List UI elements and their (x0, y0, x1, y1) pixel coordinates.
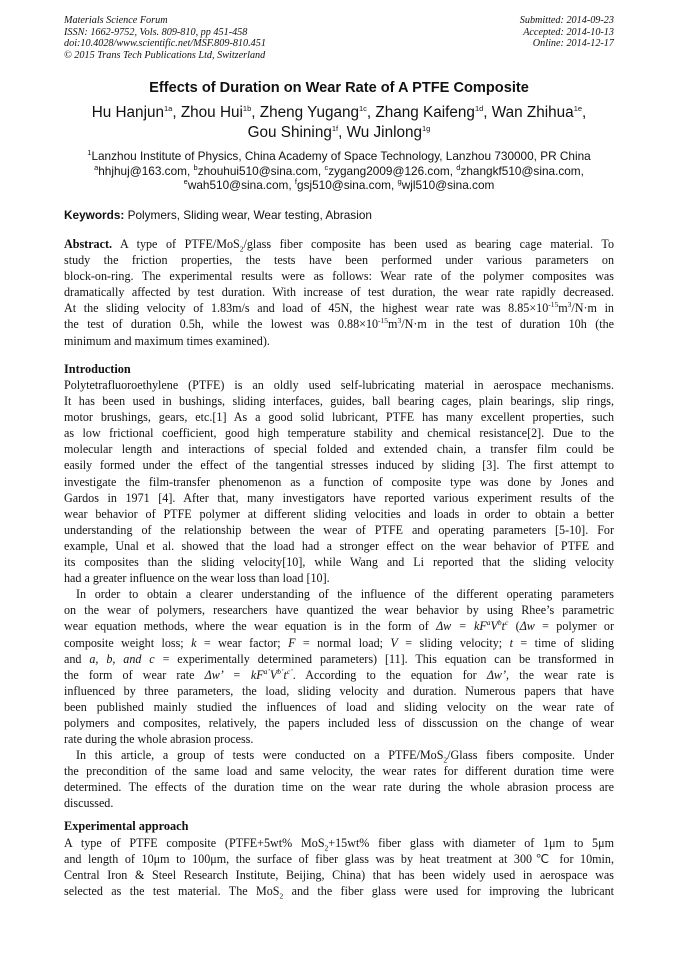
intro-line (64, 651, 614, 667)
intro-text: = normal load; (295, 635, 391, 650)
superscript: c (505, 618, 509, 628)
introduction-heading: Introduction (64, 362, 131, 376)
author-sup: 1f (331, 123, 339, 133)
author-line-1: Hu Hanjun$^{1a}$, Zhou Hui$^{1b}$, Zheng Yugang$^{1c}$, Zhang Kaifeng$^{1d}$, Wan Zhihua$^{1e}$, (91, 103, 587, 121)
equation: Δw’ = kF (204, 667, 264, 682)
affiliation-text: Lanzhou Institute of Physics, China Academy of Space Technology, Lanzhou 730000, PR China (91, 149, 591, 163)
intro-line: on the wear of polymers, researchers have quantized the wear behavior by using Rhee’s parametric (64, 603, 614, 618)
author-sup: 1c (359, 103, 367, 113)
equation: Δw (519, 619, 535, 634)
email: gsj510@sina.com (297, 178, 391, 192)
email-line-1: $^a$hhjhuj@163.com, $^b$zhouhui510@sina.com, $^c$zygang2009@126.com, $^d$zhangkf510@sina.com, (94, 162, 584, 178)
email-sup: d (456, 162, 461, 172)
superscript: 3 (567, 300, 572, 310)
email-line-2: $^e$wah510@sina.com, $^f$gsj510@sina.com, $^g$wjl510@sina.com (183, 177, 495, 192)
abstract-text: m (558, 301, 568, 316)
email: hhjhuj@163.com (98, 163, 187, 178)
email: wah510@sina.com (187, 178, 289, 192)
submitted-date: Submitted: 2014-09-23 (519, 15, 614, 26)
journal-header (64, 15, 266, 61)
subscript: 2 (279, 891, 284, 900)
intro-text: and (64, 651, 90, 666)
intro-text: the form of wear rate (64, 667, 205, 682)
intro-line (64, 747, 614, 763)
issn: ISSN: 1662-9752, Vols. 809-810, pp 451-458 (64, 26, 248, 38)
intro-line: understanding of the relationship between the wear of PTFE and operating parameters [5-10]. For (64, 522, 614, 537)
email-sup: e (183, 177, 188, 187)
intro-line: In order to obtain a clearer understanding of the influence of the different operating parameters (76, 587, 614, 602)
exp-line: Central Iron & Steel Research Institute, Beijing, China) that has been widely used in aerospace was (64, 868, 614, 883)
exp-line: and length of 10μm to 100μm, the surface of fiber glass was by heat treatment at 300℃ for 10min, (64, 852, 614, 867)
author-sup: 1b (242, 103, 252, 113)
subscript: 2 (324, 843, 329, 852)
intro-line: motor brushings, gears, etc.[1] As a good solid lubricant, PTFE has many excellent properties, such (64, 410, 614, 425)
intro-line: wear behavior of PTFE polymer at different sliding velocities and loads in order to obtain a better (64, 506, 614, 521)
author-line-2: Gou Shining$^{1f}$, Wu Jinlong$^{1g}$ (247, 123, 431, 141)
exp-text: A type of PTFE composite (PTFE+5wt% MoS (64, 836, 325, 850)
equation: k (191, 635, 197, 650)
author-sup: 1g (422, 123, 431, 133)
author: Gou Shining (247, 124, 332, 141)
intro-line (64, 635, 614, 651)
intro-line: easily formed under the effect of the tangential stresses induced by sliding [3]. The first attempt to (64, 458, 614, 473)
abstract-text: At the sliding velocity of 1.83m/s and load of 45N, the highest wear rate was 8.85×10 (64, 301, 549, 316)
abstract-line: minimum and maximum times examined). (64, 333, 270, 348)
exp-text: selected as the test material. The MoS (64, 884, 280, 899)
superscript: b (497, 618, 502, 628)
affiliation (40, 149, 638, 193)
intro-text: = sliding velocity; (397, 635, 510, 650)
abstract-line (64, 316, 614, 332)
equation: Δw = kF (436, 619, 487, 634)
intro-text: = wear factor; (196, 635, 289, 650)
equation: t (283, 667, 287, 682)
intro-line: investigate the film-transfer phenomenon as a function of composite type was done by Jones and (64, 474, 614, 489)
experimental-heading: Experimental approach (64, 819, 189, 833)
intro-text: = time of sliding (512, 635, 614, 650)
equation: t (509, 635, 513, 650)
equation: F (288, 635, 296, 650)
superscript: -15 (548, 300, 559, 310)
intro-text: /Glass fibers composite. Under (447, 748, 614, 763)
intro-line (64, 618, 614, 634)
intro-line: been published mainly studied the influences of load and sliding velocity on the wear rate of (64, 699, 614, 714)
superscript: a’ (263, 666, 270, 676)
superscript: a (486, 618, 491, 628)
intro-line: rate during the whole abrasion process. (64, 732, 254, 747)
abstract-text: m (388, 317, 398, 332)
email-sup: c (324, 162, 329, 172)
exp-line (64, 883, 614, 899)
intro-text: wear equation methods, where the wear equation is in the form of (64, 619, 437, 634)
intro-line: Gardos in 1971 [4]. After that, many investigators have reported various experiment results of the (64, 490, 614, 505)
paper-title: Effects of Duration on Wear Rate of A PTFE Composite (149, 80, 529, 96)
email: zhouhui510@sina.com (197, 163, 318, 178)
intro-line: Polytetrafluoroethylene (PTFE) is an oldly used self-lubricating material in aerospace mechanisms. (64, 378, 614, 392)
author: Wan Zhihua (491, 104, 574, 121)
author-sup: 1e (573, 103, 583, 113)
abstract-line (64, 300, 614, 316)
superscript: b’ (277, 666, 284, 676)
subscript: 2 (443, 755, 448, 764)
email-sup: g (397, 177, 402, 187)
author: Zhang Kaifeng (375, 104, 475, 121)
copyright: © 2015 Trans Tech Publications Ltd, Switzerland (64, 49, 266, 61)
author-sup: 1d (474, 103, 484, 113)
intro-text: composite weight loss; (64, 635, 192, 650)
intro-line: had a greater influence on the wear loss than load [10]. (64, 571, 330, 586)
equation: V (269, 667, 278, 682)
equation: a, b, and c (89, 651, 155, 666)
abstract-line: block-on-ring. The experimental results were as follows: Wear rate of the polymer composites was (64, 269, 614, 284)
intro-text: = experimentally determined parameters) [11]. This equation can be transformed in (154, 651, 614, 666)
intro-line: discussed. (64, 796, 114, 811)
intro-line: example, Unal et al. showed that the load had a stronger effect on the wear behavior of PTFE and (64, 538, 614, 553)
intro-text: . According to the equation for (292, 667, 487, 682)
equation: V (390, 635, 398, 650)
intro-line (64, 667, 614, 683)
abstract-line: dramatically affected by test duration. With increase of test duration, the wear rate rapidly decreased. (64, 285, 614, 300)
intro-line: It has been used in bushings, sliding interfaces, guides, ball bearing cages, plain bearings, slip rings, (64, 394, 614, 409)
author-list (40, 103, 638, 143)
author-sup: 1a (163, 103, 173, 113)
abstract-text: /glass fiber composite has been used as bearing cage material. To (243, 237, 614, 251)
equation: t (501, 619, 506, 634)
abstract-label: Abstract. (64, 237, 113, 251)
exp-text: +15wt% fiber glass with diameter of 1μm to 5μm (328, 836, 614, 850)
author: Hu Hanjun (91, 104, 164, 121)
accepted-date: Accepted: 2014-10-13 (523, 26, 614, 38)
intro-line: influenced by three parameters, the load, sliding velocity and duration. Numerous papers that have (64, 683, 614, 698)
equation: Δw’, (486, 667, 510, 682)
abstract-text: the test of duration 0.5h, while the lowest was 0.88×10 (64, 317, 379, 332)
intro-line: as low frictional coefficient, good high temperature stability and chemical resistance[2]. Due to the (64, 426, 614, 441)
keywords-label: Keywords: (64, 208, 125, 222)
online-date: Online: 2014-12-17 (532, 38, 614, 50)
email: zhangkf510@sina.com (460, 163, 581, 178)
email-sup: b (193, 162, 198, 172)
intro-line: polymers and composites, relatively, the papers included less of disscussion on the change of wear (64, 715, 614, 730)
author: Zhou Hui (180, 104, 243, 121)
journal-name: Materials Science Forum (64, 15, 168, 26)
email: zygang2009@126.com (328, 163, 450, 178)
intro-line: the precondition of the same load and same velocity, the wear rates for different duration time were (64, 764, 614, 779)
affiliation-line (40, 149, 638, 164)
affiliation-sup: 1 (87, 148, 92, 158)
keywords (64, 208, 614, 222)
exp-text: and the fiber glass were used for improving the lubricant (283, 884, 614, 899)
dates-header (520, 15, 614, 50)
abstract (64, 236, 614, 349)
equation: V (490, 619, 498, 634)
intro-line: molecular length and interactions of special folded and extended chain, a transfer film could be (64, 442, 614, 457)
doi: doi:10.4028/www.scientific.net/MSF.809-810.451 (64, 38, 266, 50)
subscript: 2 (239, 244, 244, 253)
superscript: 3 (397, 316, 402, 326)
author: Zheng Yugang (259, 104, 359, 121)
abstract-line (64, 236, 614, 252)
superscript: c’ (286, 666, 293, 676)
experimental-body (64, 835, 614, 899)
email-sup: a (94, 162, 99, 172)
abstract-text: /N·m in (571, 301, 614, 316)
intro-line: determined. The effects of the duration time on the wear rate during the whole abrasion process are (64, 780, 614, 795)
superscript: -15 (378, 316, 389, 326)
email-sup: f (294, 177, 298, 187)
intro-text: In this article, a group of tests were conducted on a PTFE/MoS (76, 748, 444, 763)
intro-text: ( (508, 619, 520, 634)
abstract-text: /N·m in the test of duration 10h (the (401, 317, 614, 332)
introduction-body (64, 377, 614, 812)
author: Wu Jinlong (346, 124, 423, 141)
intro-text: the wear rate is (509, 667, 614, 682)
abstract-line: study the friction properties, the tests have been performed under various parameters on (64, 253, 614, 268)
intro-text: = polymer or (534, 619, 614, 634)
email: wjl510@sina.com (401, 178, 495, 192)
exp-line (64, 835, 614, 851)
intro-line: its composites than the sliding velocity[10], while Wang and Li reported that the sliding velocity (64, 555, 614, 570)
abstract-text: A type of PTFE/MoS (119, 237, 240, 251)
keywords-text: Polymers, Sliding wear, Wear testing, Abrasion (127, 208, 372, 222)
